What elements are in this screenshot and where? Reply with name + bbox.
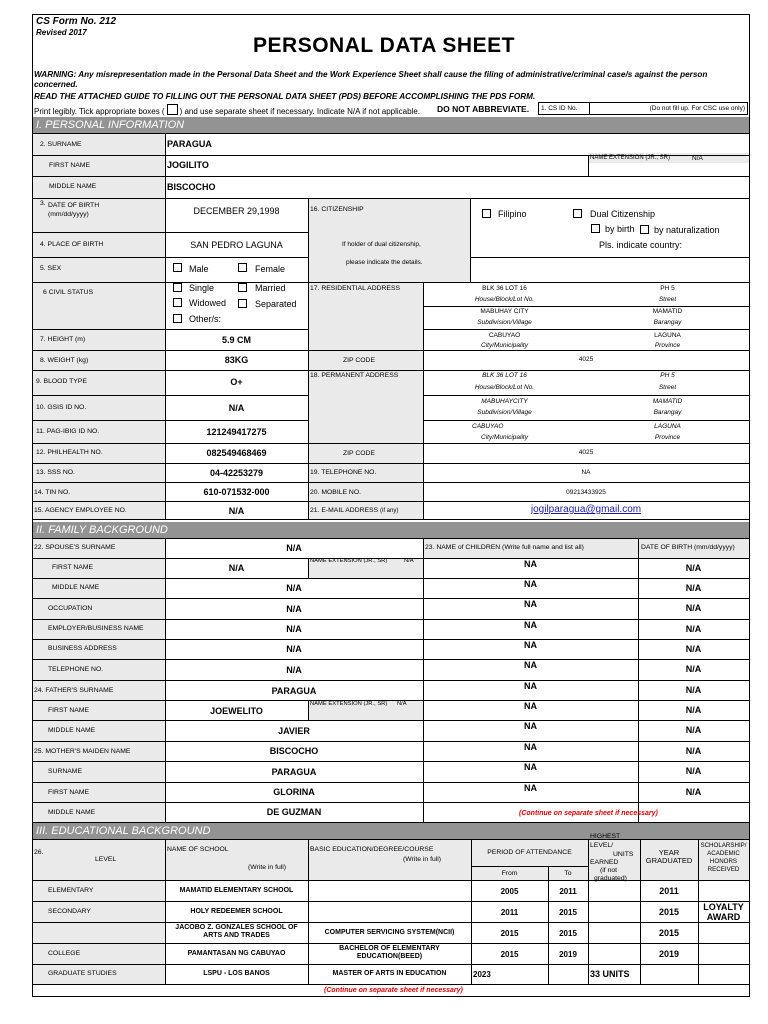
mother-maiden-name-value[interactable]: BISCOCHO xyxy=(269,746,319,756)
child-dob[interactable]: N/A xyxy=(685,603,702,613)
honors-header-2: ACADEMIC xyxy=(707,850,740,857)
spouse-first-name-value[interactable]: N/A xyxy=(228,563,245,573)
philhealth-value[interactable]: 082549468469 xyxy=(206,448,267,458)
by-birth-label: by birth xyxy=(605,224,635,234)
sss-value[interactable]: 04-42253279 xyxy=(209,468,264,478)
res-house-value[interactable]: BLK 36 LOT 16 xyxy=(482,285,527,292)
child-dob[interactable]: N/A xyxy=(685,746,702,756)
business-address-label: BUSINESS ADDRESS xyxy=(48,645,117,652)
mother-first-name-value[interactable]: GLORINA xyxy=(273,787,315,797)
level-name: SECONDARY xyxy=(48,907,91,915)
citizenship-note-line-2: please indicate the details. xyxy=(346,259,423,266)
child-name[interactable]: NA xyxy=(524,762,537,772)
period-header: PERIOD OF ATTENDANCE xyxy=(487,849,572,856)
education-continue-note: (Continue on separate sheet if necessary) xyxy=(324,987,463,994)
res-province-value[interactable]: LAGUNA xyxy=(654,332,681,339)
employer-value[interactable]: N/A xyxy=(286,624,302,634)
father-name-extension-label: NAME EXTENSION (JR., SR) xyxy=(310,701,388,707)
cs-id-box xyxy=(538,102,748,115)
school-header: NAME OF SCHOOL xyxy=(167,846,229,853)
child-dob[interactable]: N/A xyxy=(685,685,702,695)
res-barangay-value[interactable]: MAMATID xyxy=(652,308,683,315)
child-dob[interactable]: N/A xyxy=(685,644,702,654)
sss-label: 13. SSS NO. xyxy=(36,469,75,476)
spouse-first-name-label: FIRST NAME xyxy=(52,564,94,571)
child-name[interactable]: NA xyxy=(524,620,537,630)
year-graduated[interactable]: 2015 xyxy=(658,927,680,938)
perm-province-caption: Province xyxy=(654,434,681,441)
units-earned[interactable]: 33 UNITS xyxy=(590,969,630,979)
child-dob[interactable]: N/A xyxy=(685,787,702,797)
middle-name-value[interactable]: BISCOCHO xyxy=(167,182,216,192)
by-birth-checkbox[interactable] xyxy=(591,224,600,233)
surname-value[interactable]: PARAGUA xyxy=(167,139,212,149)
section-educational-background: III. EDUCATIONAL BACKGROUND xyxy=(33,823,749,839)
perm-city-value[interactable]: CABUYAO xyxy=(472,423,504,430)
attendance-from[interactable]: 2023 xyxy=(473,970,491,979)
res-zip-label: ZIP CODE xyxy=(343,357,375,364)
child-name[interactable]: NA xyxy=(524,660,537,670)
spouse-surname-value[interactable]: N/A xyxy=(286,543,302,553)
course-name-line-2[interactable]: EDUCATION(BEED) xyxy=(356,953,423,960)
child-name[interactable]: NA xyxy=(524,783,537,793)
perm-house-value[interactable]: BLK 36 LOT 16 xyxy=(482,372,527,379)
child-name[interactable]: NA xyxy=(524,599,537,609)
business-address-value[interactable]: N/A xyxy=(286,644,302,654)
civil-widowed-label: Widowed xyxy=(189,298,227,308)
surname-label: 2. SURNAME xyxy=(40,141,82,148)
attendance-to[interactable]: 2011 xyxy=(559,886,577,896)
warning-text: WARNING: Any misrepresentation made in the Personal Data Sheet and the Work Experience Sheet shall cause the filing of administrative/criminal case/s against the person concerned. xyxy=(34,70,708,89)
gsis-label: 10. GSIS ID NO. xyxy=(36,404,87,411)
sex-male-checkbox[interactable] xyxy=(173,263,182,272)
mother-maiden-name-label: 25. MOTHER'S MAIDEN NAME xyxy=(34,748,131,755)
civil-single-label: Single xyxy=(189,283,215,293)
perm-zip-label: ZIP CODE xyxy=(343,450,375,457)
school-name-line-2[interactable]: ARTS AND TRADES xyxy=(203,932,270,939)
civil-widowed-checkbox[interactable] xyxy=(173,298,182,307)
res-city-value[interactable]: CABUYAO xyxy=(488,332,521,339)
child-dob[interactable]: N/A xyxy=(685,766,702,776)
height-value[interactable]: 5.9 CM xyxy=(221,335,251,345)
perm-zip-value[interactable]: 4025 xyxy=(578,449,594,456)
dob-format: (mm/dd/yyyy) xyxy=(48,211,89,218)
children-dob-header: DATE OF BIRTH (mm/dd/yyyy) xyxy=(641,544,735,551)
sample-tick-box xyxy=(167,104,178,115)
gsis-value[interactable]: N/A xyxy=(228,403,245,413)
tin-label: 14. TIN NO. xyxy=(34,489,71,496)
residential-address-label: 17. RESIDENTIAL ADDRESS xyxy=(310,285,401,292)
education-number: 26. xyxy=(34,849,44,856)
by-naturalization-label: by naturalization xyxy=(654,225,720,235)
first-name-value[interactable]: JOGILITO xyxy=(167,160,209,170)
res-street-value[interactable]: PH 5 xyxy=(660,285,675,292)
mobile-label: 20. MOBILE NO. xyxy=(310,489,361,496)
children-header: 23. NAME of CHILDREN (Write full name and list all) xyxy=(425,544,584,551)
agency-employee-label: 15. AGENCY EMPLOYEE NO. xyxy=(34,507,127,514)
perm-barangay-caption: Barangay xyxy=(653,409,682,416)
telephone-value[interactable]: NA xyxy=(581,469,591,476)
name-extension-label: NAME EXTENSION (JR., SR) xyxy=(590,155,671,161)
email-label: 21. E-MAIL ADDRESS (if any) xyxy=(310,507,399,514)
sex-female-label: Female xyxy=(255,264,286,274)
dual-citizenship-label: Dual Citizenship xyxy=(590,209,656,219)
email-value[interactable]: jogilparagua@gmail.com xyxy=(530,504,642,515)
child-dob[interactable]: N/A xyxy=(685,563,702,573)
perm-house-caption: House/Block/Lot No. xyxy=(474,384,535,391)
attendance-to[interactable]: 2019 xyxy=(559,949,577,959)
child-name[interactable]: NA xyxy=(524,579,537,589)
weight-label: 8. WEIGHT (kg) xyxy=(40,357,89,364)
father-surname-label: 24. FATHER'S SURNAME xyxy=(34,687,114,694)
middle-name-label: MIDDLE NAME xyxy=(49,183,97,190)
guide-text: READ THE ATTACHED GUIDE TO FILLING OUT THE PERSONAL DATA SHEET (PDS) BEFORE ACCOMPLISHING THE PDS FORM. xyxy=(34,92,536,101)
perm-street-value[interactable]: PH 5 xyxy=(660,372,675,379)
spouse-name-extension-label: NAME EXTENSION (JR., SR) xyxy=(310,558,388,564)
perm-street-caption: Street xyxy=(658,384,677,391)
school-name[interactable]: MAMATID ELEMENTARY SCHOOL xyxy=(179,886,294,894)
attendance-from[interactable]: 2011 xyxy=(500,907,519,917)
attendance-from[interactable]: 2015 xyxy=(500,949,519,959)
father-middle-name-label: MIDDLE NAME xyxy=(48,727,96,734)
res-subdivision-caption: Subdivision/Village xyxy=(477,319,532,326)
occupation-label: OCCUPATION xyxy=(48,605,93,612)
mother-middle-name-label: MIDDLE NAME xyxy=(48,809,96,816)
child-name[interactable]: NA xyxy=(524,559,537,569)
weight-value[interactable]: 83KG xyxy=(224,355,249,365)
res-subdivision-value[interactable]: MABUHAY CITY xyxy=(480,308,529,315)
dual-citizenship-checkbox[interactable] xyxy=(573,209,582,218)
mother-first-name-label: FIRST NAME xyxy=(48,789,90,796)
citizenship-note-line-1: If holder of dual citizenship, xyxy=(342,241,421,248)
perm-city-caption: City/Municipality xyxy=(481,434,528,441)
level-header: LEVEL xyxy=(95,856,117,863)
dob-label: DATE OF BIRTH xyxy=(48,202,100,209)
year-graduated[interactable]: 2011 xyxy=(659,885,679,896)
child-name[interactable]: NA xyxy=(524,640,537,650)
perm-subdivision-value[interactable]: MABUHAYCITY xyxy=(481,398,528,405)
child-name[interactable]: NA xyxy=(524,701,537,711)
res-street-caption: Street xyxy=(658,296,677,303)
year-graduated[interactable]: 2019 xyxy=(658,948,680,959)
res-zip-value[interactable]: 4025 xyxy=(578,356,594,363)
spouse-name-extension-value[interactable]: N/A xyxy=(404,558,414,564)
family-continue-note: (Continue on separate sheet if necessary) xyxy=(519,810,658,817)
honors-header-4: RECEIVED xyxy=(707,866,740,873)
course-name[interactable]: BACHELOR OF ELEMENTARY xyxy=(339,945,440,952)
sex-male-label: Male xyxy=(189,264,209,274)
civil-separated-checkbox[interactable] xyxy=(238,299,247,308)
course-header: BASIC EDUCATION/DEGREE/COURSE xyxy=(310,846,434,853)
mother-middle-name-value[interactable]: DE GUZMAN xyxy=(266,807,322,817)
school-name[interactable]: HOLY REDEEMER SCHOOL xyxy=(190,907,283,915)
school-name[interactable]: JACOBO Z. GONZALES SCHOOL OF xyxy=(175,924,298,931)
first-name-label: FIRST NAME xyxy=(49,162,91,169)
cs-id-note: (Do not fill up. For CSC use only) xyxy=(649,105,745,112)
honors-received[interactable]: LOYALTY xyxy=(703,902,744,912)
mobile-value[interactable]: 09213433925 xyxy=(566,489,606,496)
school-name[interactable]: LSPU - LOS BANOS xyxy=(203,970,270,977)
philhealth-label: 12. PHILHEALTH NO. xyxy=(36,449,103,456)
page-title: PERSONAL DATA SHEET xyxy=(253,34,515,57)
pagibig-label: 11. PAG-IBIG ID NO. xyxy=(36,428,100,435)
mother-surname-label: SURNAME xyxy=(48,768,82,775)
citizenship-label: 16. CITIZENSHIP xyxy=(310,206,364,213)
res-city-caption: City/Municipality xyxy=(481,342,528,349)
res-barangay-caption: Barangay xyxy=(653,319,682,326)
honors-header-1: SCHOLARSHIP/ xyxy=(700,842,747,849)
attendance-to[interactable]: 2015 xyxy=(559,907,577,917)
by-naturalization-checkbox[interactable] xyxy=(640,225,649,234)
name-extension-value[interactable]: N/A xyxy=(692,155,703,162)
father-name-extension-value[interactable]: N/A xyxy=(397,701,407,707)
section-personal-information: I. PERSONAL INFORMATION xyxy=(33,117,749,133)
country-note: Pls. indicate country: xyxy=(599,240,683,250)
dob-label-number: 3. xyxy=(40,200,46,207)
course-name[interactable]: MASTER OF ARTS IN EDUCATION xyxy=(332,970,447,977)
pob-label: 4. PLACE OF BIRTH xyxy=(40,241,104,248)
child-name[interactable]: NA xyxy=(524,721,537,731)
level-name: COLLEGE xyxy=(48,949,81,957)
child-name[interactable]: NA xyxy=(524,681,537,691)
attendance-from[interactable]: 2015 xyxy=(500,928,519,938)
mother-surname-value[interactable]: PARAGUA xyxy=(271,767,317,777)
school-name[interactable]: PAMANTASAN NG CABUYAO xyxy=(187,949,286,957)
filipino-checkbox[interactable] xyxy=(482,209,491,218)
cs-id-label: 1. CS ID No. xyxy=(541,105,578,112)
sex-female-checkbox[interactable] xyxy=(238,263,247,272)
child-dob[interactable]: N/A xyxy=(685,705,702,715)
form-number: CS Form No. 212 xyxy=(36,16,117,27)
spouse-telephone-label: TELEPHONE NO. xyxy=(48,666,104,673)
blood-type-value[interactable]: O+ xyxy=(230,377,243,387)
father-middle-name-value[interactable]: JAVIER xyxy=(278,726,310,736)
occupation-value[interactable]: N/A xyxy=(286,604,302,614)
honors-header-3: HONORS xyxy=(709,858,738,865)
section-family-background: II. FAMILY BACKGROUND xyxy=(33,522,749,538)
print-instructions: Print legibly. Tick appropriate boxes ( ) and use separate sheet if necessary. Indicate N/A if not applicable. xyxy=(34,104,420,116)
tin-value[interactable]: 610-071532-000 xyxy=(203,487,270,497)
no-abbreviate-note: DO NOT ABBREVIATE. xyxy=(437,104,530,114)
permanent-address-label: 18. PERMANENT ADDRESS xyxy=(310,372,399,379)
school-header-note: (Write in full) xyxy=(248,864,287,871)
res-house-caption: House/Block/Lot No. xyxy=(474,296,535,303)
course-name[interactable]: COMPUTER SERVICING SYSTEM(NCII) xyxy=(324,928,455,936)
civil-others-checkbox[interactable] xyxy=(173,314,182,323)
year-graduated[interactable]: 2015 xyxy=(658,906,680,917)
child-dob[interactable]: N/A xyxy=(685,725,702,735)
agency-employee-value[interactable]: N/A xyxy=(228,506,245,516)
civil-single-checkbox[interactable] xyxy=(173,283,182,292)
perm-barangay-value[interactable]: MAMATID xyxy=(652,398,683,405)
year-graduated-header-1: YEAR xyxy=(658,848,680,857)
spouse-middle-name-label: MIDDLE NAME xyxy=(52,584,100,591)
spouse-telephone-value[interactable]: N/A xyxy=(286,665,302,675)
period-from-header: From xyxy=(501,870,518,877)
dob-value[interactable]: DECEMBER 29,1998 xyxy=(193,206,280,216)
spouse-surname-label: 22. SPOUSE'S SURNAME xyxy=(34,544,116,551)
father-first-name-value[interactable]: JOEWELITO xyxy=(210,706,263,716)
blood-type-label: 9. BLOOD TYPE xyxy=(36,378,87,385)
civil-separated-label: Separated xyxy=(255,299,297,309)
form-revision: Revised 2017 xyxy=(36,28,87,37)
highest-level-header: HIGHEST LEVEL/ UNITS EARNED (if not graduated) xyxy=(590,833,634,882)
attendance-from[interactable]: 2005 xyxy=(500,886,519,896)
pob-value[interactable]: SAN PEDRO LAGUNA xyxy=(190,240,283,250)
telephone-label: 19. TELEPHONE NO. xyxy=(310,469,377,476)
pagibig-value[interactable]: 121249417275 xyxy=(206,427,267,437)
child-dob[interactable]: N/A xyxy=(685,664,702,674)
child-name[interactable]: NA xyxy=(524,742,537,752)
perm-subdivision-caption: Subdivision/Village xyxy=(477,409,532,416)
level-name: ELEMENTARY xyxy=(48,886,94,894)
attendance-to[interactable]: 2015 xyxy=(559,928,577,938)
year-graduated-header-2: GRADUATED xyxy=(645,856,693,865)
perm-province-value[interactable]: LAGUNA xyxy=(654,423,681,430)
filipino-label: Filipino xyxy=(498,209,527,219)
child-dob[interactable]: N/A xyxy=(685,624,702,634)
period-to-header: To xyxy=(564,870,572,877)
course-header-note: (Write in full) xyxy=(403,856,442,863)
civil-married-label: Married xyxy=(255,283,286,293)
civil-status-label: 6 CIVIL STATUS xyxy=(43,289,94,296)
level-name: GRADUATE STUDIES xyxy=(48,970,117,977)
civil-married-checkbox[interactable] xyxy=(238,283,247,292)
employer-label: EMPLOYER/BUSINESS NAME xyxy=(48,625,144,632)
child-dob[interactable]: N/A xyxy=(685,583,702,593)
height-label: 7. HEIGHT (m) xyxy=(40,336,86,343)
sex-label: 5. SEX xyxy=(40,265,62,272)
father-surname-value[interactable]: PARAGUA xyxy=(271,686,317,696)
honors-received-line-2[interactable]: AWARD xyxy=(706,912,741,922)
res-province-caption: Province xyxy=(654,342,681,349)
father-first-name-label: FIRST NAME xyxy=(48,707,90,714)
spouse-middle-name-value[interactable]: N/A xyxy=(286,583,302,593)
civil-others-label: Other/s: xyxy=(189,314,222,324)
